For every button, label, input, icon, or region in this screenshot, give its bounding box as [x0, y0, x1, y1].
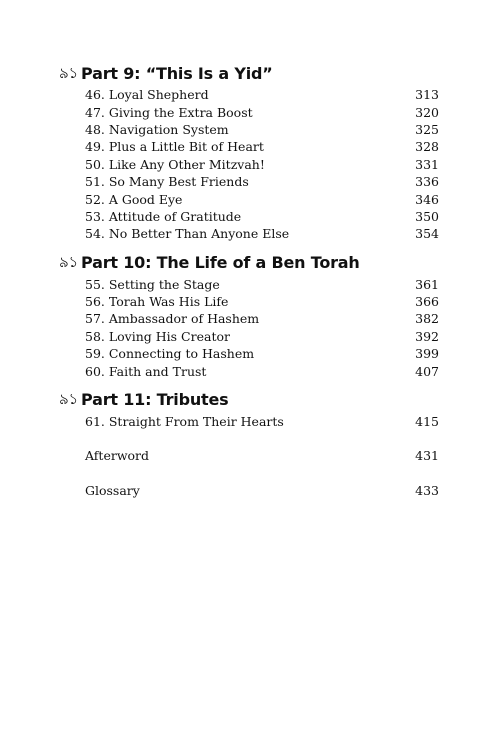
ornament-icon: ৯১	[59, 253, 79, 272]
entry-title: 51. So Many Best Friends	[85, 174, 249, 190]
entry-page: 415	[415, 414, 439, 430]
toc-entry	[59, 208, 439, 225]
entry-page: 366	[415, 294, 439, 310]
entry-page: 328	[415, 139, 439, 155]
entry-page: 433	[415, 482, 439, 498]
toc-entry	[59, 345, 439, 362]
part-heading-9	[59, 60, 439, 86]
toc-entry	[59, 86, 439, 103]
toc-entry	[59, 103, 439, 120]
entry-page: 354	[415, 226, 439, 242]
entry-title: 55. Setting the Stage	[85, 276, 220, 292]
entry-page: 336	[415, 174, 439, 190]
entry-title: 49. Plus a Little Bit of Heart	[85, 139, 264, 155]
entry-page: 350	[415, 208, 439, 224]
entry-page: 392	[415, 328, 439, 344]
entry-title: 48. Navigation System	[85, 121, 229, 137]
entry-title: 56. Torah Was His Life	[85, 294, 229, 310]
part-title: Part 11: Tributes	[81, 390, 229, 410]
part-title: Part 9: “This Is a Yid”	[81, 63, 273, 83]
ornament-icon: ৯১	[59, 390, 79, 409]
entry-title: 61. Straight From Their Hearts	[85, 414, 284, 430]
entry-title: 46. Loyal Shepherd	[85, 87, 209, 103]
toc-entry	[59, 173, 439, 190]
entry-page: 325	[415, 121, 439, 137]
entry-page: 431	[415, 448, 439, 464]
entry-title: 58. Loving His Creator	[85, 328, 230, 344]
entry-title: 59. Connecting to Hashem	[85, 346, 255, 362]
entry-title: 54. No Better Than Anyone Else	[85, 226, 290, 242]
entry-title: 50. Like Any Other Mitzvah!	[85, 156, 265, 172]
toc-entry	[59, 362, 439, 379]
entry-title: 47. Giving the Extra Boost	[85, 104, 253, 120]
entry-title: Afterword	[85, 448, 150, 464]
toc-entry-afterword	[59, 447, 439, 464]
entry-title: 60. Faith and Trust	[85, 363, 207, 379]
toc-entry	[59, 121, 439, 138]
toc-entry	[59, 276, 439, 293]
entry-title: 57. Ambassador of Hashem	[85, 311, 260, 327]
toc-entry	[59, 138, 439, 155]
toc-entry	[59, 413, 439, 430]
toc-entry	[59, 328, 439, 345]
toc-entry	[59, 190, 439, 207]
toc-entry	[59, 293, 439, 310]
entry-page: 320	[415, 104, 439, 120]
part-heading-10	[59, 250, 439, 276]
part-heading-11	[59, 387, 439, 413]
entry-page: 361	[415, 276, 439, 292]
entry-title: 52. A Good Eye	[85, 191, 183, 207]
toc-entry	[59, 310, 439, 327]
ornament-icon: ৯১	[59, 63, 79, 82]
entry-page: 407	[415, 363, 439, 379]
toc-entry	[59, 225, 439, 242]
toc-entry-glossary	[59, 482, 439, 499]
entry-page: 399	[415, 346, 439, 362]
entry-page: 313	[415, 87, 439, 103]
table-of-contents	[59, 60, 439, 499]
entry-page: 346	[415, 191, 439, 207]
entry-page: 331	[415, 156, 439, 172]
part-title: Part 10: The Life of a Ben Torah	[81, 253, 360, 273]
entry-title: 53. Attitude of Gratitude	[85, 208, 242, 224]
entry-page: 382	[415, 311, 439, 327]
entry-title: Glossary	[85, 482, 140, 498]
toc-entry	[59, 156, 439, 173]
